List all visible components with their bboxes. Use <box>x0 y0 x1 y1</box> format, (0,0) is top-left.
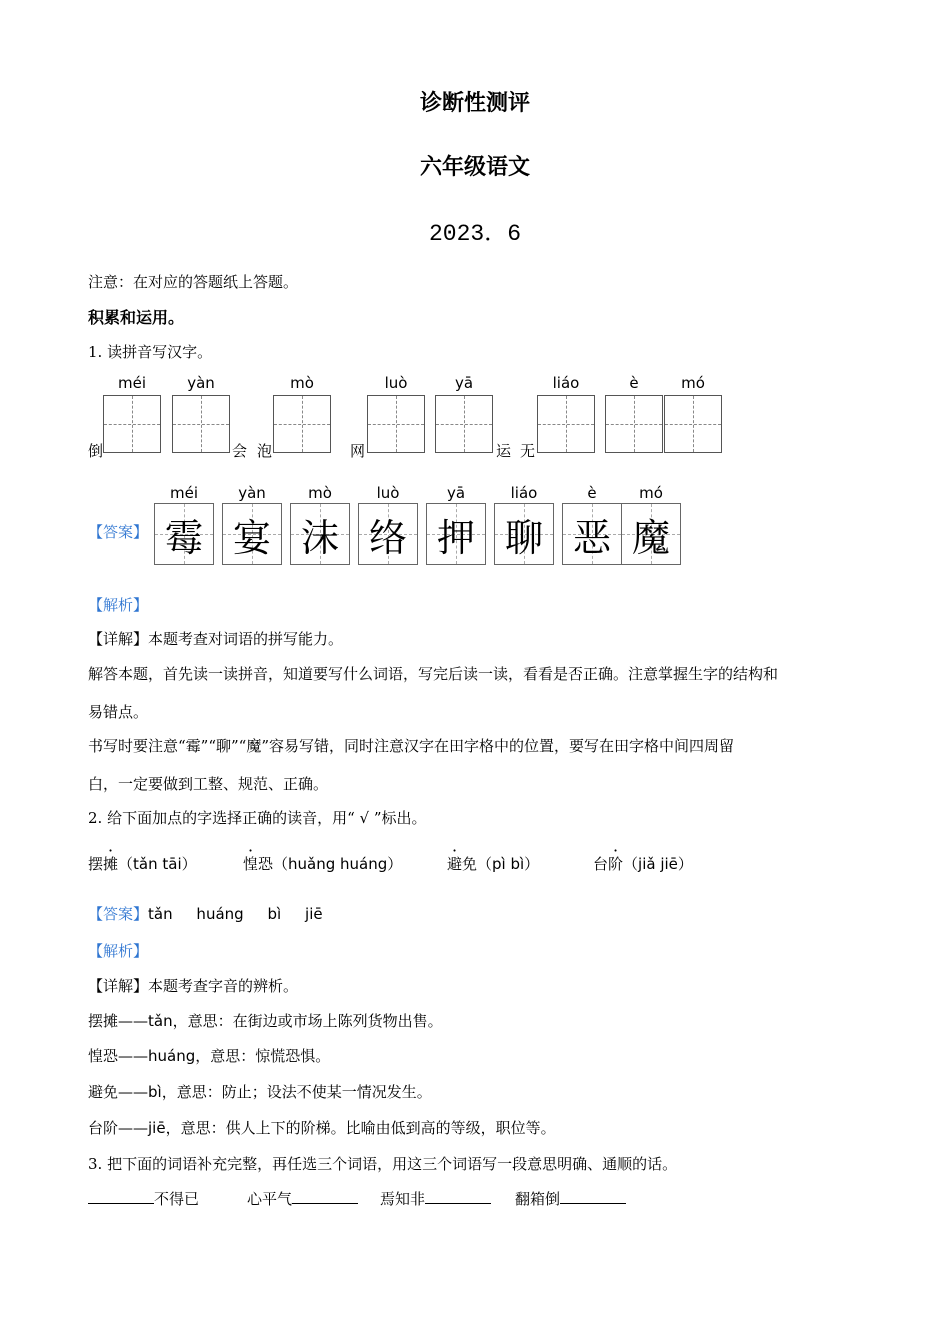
q2-explain-2-meaning: ，意思：惊慌恐惧。 <box>195 1047 331 1065</box>
q1-answer-char-6: 聊 <box>504 515 543 560</box>
q3-question: 3. 把下面的词语补充完整，再任选三个词语，用这三个词语写一段意思明确、通顺的话。 <box>88 1155 678 1173</box>
q1-question: 1. 读拼音写汉字。 <box>88 343 213 361</box>
q1-answer-pinyin-1: méi <box>169 484 198 502</box>
q1-pinyin-5: yā <box>454 374 474 392</box>
q1-answer-char-1: 霉 <box>164 515 203 560</box>
q2-explain-1-meaning: ，意思：在街边或市场上陈列货物出售。 <box>172 1012 443 1030</box>
q1-answer-pinyin-4: luò <box>376 484 400 502</box>
q1-answer-pinyin-7: è <box>587 484 597 502</box>
q1-pinyin-1: méi <box>117 374 146 392</box>
q2-explain-4 <box>88 1117 556 1138</box>
q2-item-3 <box>447 853 539 874</box>
q1-pinyin-3: mò <box>290 374 314 392</box>
q1-answer-pinyin-6: liáo <box>510 484 538 502</box>
q1-answer-box-2 <box>222 503 282 565</box>
q3-blank-2[interactable] <box>292 1191 358 1204</box>
q3-idiom-4-text: 翻箱倒 <box>515 1190 561 1208</box>
q1-blank-box-2[interactable] <box>172 395 230 453</box>
q1-para1-line2: 易错点。 <box>88 703 149 721</box>
q1-answer-pinyin-5: yā <box>446 484 466 502</box>
q1-pinyin-8: mó <box>681 374 705 392</box>
q1-analysis-label: 【解析】 <box>88 596 149 614</box>
q2-explain-1-pinyin: tǎn <box>148 1012 173 1030</box>
q1-filler-1: 倒 <box>88 442 104 460</box>
q2-item-3-word-1: 避 <box>447 855 463 873</box>
q1-answer-box-4 <box>358 503 418 565</box>
q3-idiom-3 <box>380 1188 491 1209</box>
q2-item-1-options: （tǎn tāi） <box>118 855 197 873</box>
q1-answer-char-3: 沫 <box>300 515 339 560</box>
q2-explain-4-pinyin: jiē <box>148 1119 166 1137</box>
q2-detail: 【详解】本题考查字音的辨析。 <box>88 977 299 995</box>
q1-para1-line1: 解答本题，首先读一读拼音，知道要写什么词语，写完后读一读，看看是否正确。注意掌握生字的结构和 <box>88 665 779 683</box>
q2-explain-3 <box>88 1081 432 1102</box>
q1-para2-line1: 书写时要注意“霉”“聊”“魔”容易写错，同时注意汉字在田字格中的位置，要写在田字格中间四周留 <box>88 737 735 755</box>
q2-explain-1-word: 摆摊—— <box>88 1012 149 1030</box>
q2-item-3-options: （pì bì） <box>477 855 540 873</box>
page-date: 2023．6 <box>428 221 521 247</box>
q1-answer-char-2: 宴 <box>232 515 271 560</box>
q2-explain-4-meaning: ，意思：供人上下的阶梯。比喻由低到高的等级，职位等。 <box>165 1119 556 1137</box>
q2-item-4-word-1: 台 <box>593 855 609 873</box>
q1-answer-box-3 <box>290 503 350 565</box>
notice: 注意：在对应的答题纸上答题。 <box>88 273 299 291</box>
q3-idiom-4 <box>515 1188 626 1209</box>
q1-filler-5: 运 <box>496 442 512 460</box>
q1-answer-pinyin-2: yàn <box>238 484 266 502</box>
q3-idiom-1 <box>88 1188 199 1209</box>
q2-item-1-word-2: 摊 <box>103 855 119 873</box>
q2-explain-3-meaning: ，意思：防止；设法不使某一情况发生。 <box>161 1083 432 1101</box>
q1-filler-4: 网 <box>350 442 366 460</box>
q2-explain-1 <box>88 1010 443 1031</box>
q3-idiom-2 <box>247 1188 358 1209</box>
q1-answer-box-6 <box>494 503 554 565</box>
q2-explain-2 <box>88 1045 330 1066</box>
q1-para2-line2: 白，一定要做到工整、规范、正确。 <box>88 775 329 793</box>
q2-explain-2-pinyin: huáng <box>148 1047 196 1065</box>
q1-answer-box-5 <box>426 503 486 565</box>
q1-pinyin-2: yàn <box>187 374 215 392</box>
q1-filler-3: 泡 <box>257 442 273 460</box>
q2-explain-2-word: 惶恐—— <box>88 1047 149 1065</box>
q1-pinyin-6: liáo <box>552 374 580 392</box>
q2-item-4 <box>593 853 693 874</box>
q2-answer-label: 【答案】 <box>88 905 149 923</box>
q1-blank-box-6[interactable] <box>537 395 595 453</box>
q2-item-2-word-2: 恐 <box>258 855 274 873</box>
q2-item-2 <box>243 853 402 874</box>
q2-explain-3-word: 避免—— <box>88 1083 149 1101</box>
q1-pinyin-4: luò <box>384 374 408 392</box>
q1-answer-box-1 <box>154 503 214 565</box>
q1-blank-box-4[interactable] <box>367 395 425 453</box>
q2-analysis-label: 【解析】 <box>88 942 149 960</box>
q2-item-2-options: （huǎng huáng） <box>273 855 403 873</box>
q1-blank-box-8[interactable] <box>664 395 722 453</box>
q1-blank-box-5[interactable] <box>435 395 493 453</box>
q2-question: 2. 给下面加点的字选择正确的读音，用“ √ ”标出。 <box>88 809 427 827</box>
q1-answer-char-7: 恶 <box>572 515 611 560</box>
q2-item-4-word-2: 阶 <box>608 855 624 873</box>
q1-blank-box-3[interactable] <box>273 395 331 453</box>
q2-answer <box>88 903 323 924</box>
q3-blank-4[interactable] <box>560 1191 626 1204</box>
page-subtitle: 六年级语文 <box>419 154 530 180</box>
q2-answer-text: tǎn huáng bì jiē <box>148 905 323 923</box>
q3-idiom-2-text: 心平气 <box>247 1190 293 1208</box>
q1-answer-pinyin-3: mò <box>308 484 332 502</box>
q1-pinyin-7: è <box>629 374 639 392</box>
q1-blank-box-1[interactable] <box>103 395 161 453</box>
q3-idiom-3-text: 焉知非 <box>380 1190 426 1208</box>
q1-answer-char-5: 押 <box>436 515 475 560</box>
q2-explain-3-pinyin: bì <box>148 1083 162 1101</box>
q1-answer-char-8: 魔 <box>631 515 670 560</box>
q1-filler-2: 会 <box>232 442 248 460</box>
page-title: 诊断性测评 <box>419 90 530 116</box>
q2-item-3-word-2: 免 <box>462 855 478 873</box>
q1-answer-pinyin-8: mó <box>639 484 663 502</box>
q2-item-4-options: （jiǎ jiē） <box>623 855 693 873</box>
q3-blank-3[interactable] <box>425 1191 491 1204</box>
q1-detail: 【详解】本题考查对词语的拼写能力。 <box>88 630 344 648</box>
q3-blank-1[interactable] <box>88 1191 154 1204</box>
q2-explain-4-word: 台阶—— <box>88 1119 149 1137</box>
q2-item-1-word-1: 摆 <box>88 855 104 873</box>
q1-answer-char-4: 络 <box>368 515 407 560</box>
q1-blank-box-7[interactable] <box>605 395 663 453</box>
q1-filler-6: 无 <box>520 442 536 460</box>
q1-answer-box-8 <box>621 503 681 565</box>
q1-answer-label: 【答案】 <box>88 523 149 541</box>
q3-idiom-1-text: 不得已 <box>154 1190 200 1208</box>
q1-answer-box-7 <box>562 503 622 565</box>
q2-item-2-word-1: 惶 <box>243 855 259 873</box>
q2-item-1 <box>88 853 197 874</box>
section-title: 积累和运用。 <box>88 308 185 327</box>
